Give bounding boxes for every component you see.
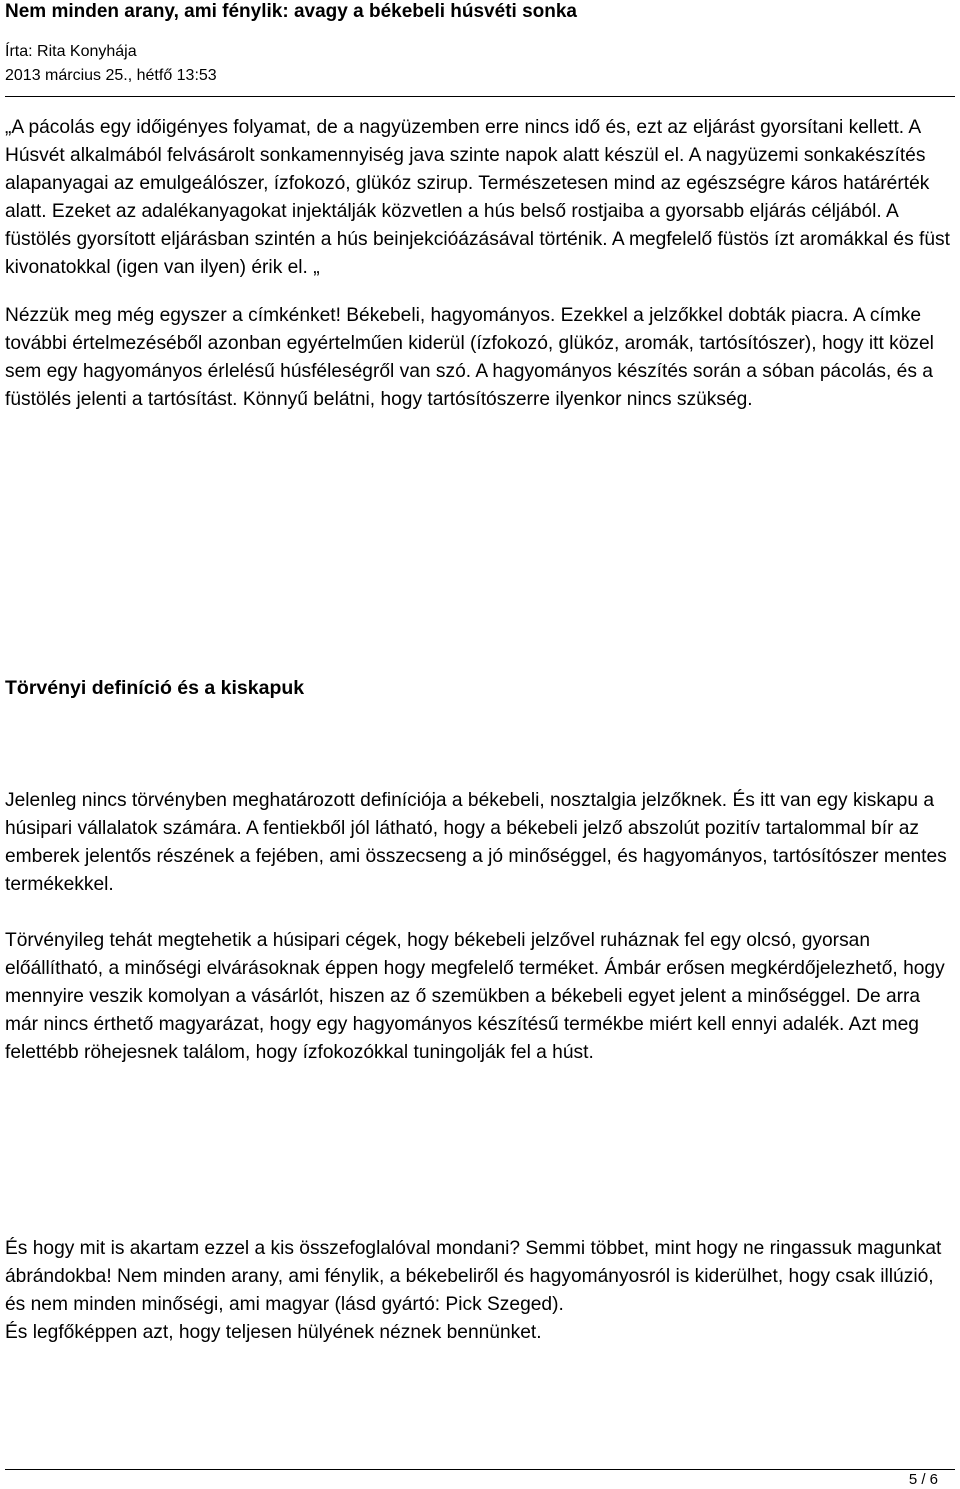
closing-paragraph-1: És hogy mit is akartam ezzel a kis összefoglalóval mondani? Semmi többet, mint hogy ne ringassuk magunkat ábrándokba! Nem minden arany, ami fénylik, a békebeliről és hagyományosról is kiderülhet, hogy csak illúzió, és nem minden minőségi, ami magyar (lásd gyártó: Pick Szeged). bbox=[5, 1238, 942, 1315]
header-divider bbox=[5, 96, 955, 97]
intro-paragraph-label: Nézzük meg még egyszer a címkénket! Békebeli, hagyományos. Ezekkel a jelzőkkel dobták piacra. A címke további értelmezéséből azonban egyértelműen kiderül (ízfokozó, glükóz, aromák, tartósítószer), hogy itt közel sem egy hagyományos érlelésű húsféleségről van szó. A hagyományos készítés során a sóban pácolás, és a füstölés jelenti a tartósítást. Könnyű belátni, hogy tartósítószerre ilyenkor nincs szükség. bbox=[5, 305, 934, 410]
article-date: 2013 március 25., hétfő 13:53 bbox=[5, 67, 217, 84]
document-header bbox=[5, 0, 955, 88]
closing-paragraph-2: És legfőképpen azt, hogy teljesen hülyének néznek bennünket. bbox=[5, 1322, 542, 1343]
article-title: Nem minden arany, ami fénylik: avagy a békebeli húsvéti sonka bbox=[5, 1, 577, 22]
article-author: Írta: Rita Konyhája bbox=[5, 43, 137, 60]
intro-paragraph-quote: „A pácolás egy időigényes folyamat, de a nagyüzemben erre nincs idő és, ezt az eljárást gyorsítani kellett. A Húsvét alkalmából felvásárolt sonkamennyiség java szinte napok alatt készül el. A nagyüzemi sonkakészítés alapanyagai az emulgeálószer, ízfokozó, glükóz szirup. Természetesen mind az egészségre káros határérték alatt. Ezeket az adalékanyagokat injektálják közvetlen a hús belső rostjaiba a gyorsabb eljárás céljából. A füstölés gyorsított eljárásban szintén a hús beinjekcióázásával történik. A megfelelő füstös ízt aromákkal és füst kivonatokkal (igen van ilyen) érik el. „ bbox=[5, 117, 950, 278]
intro-section bbox=[5, 114, 955, 414]
footer-divider bbox=[5, 1469, 955, 1470]
page-number: 5 / 6 bbox=[908, 1471, 938, 1488]
section-heading: Törvényi definíció és a kiskapuk bbox=[5, 677, 305, 699]
legal-paragraph-1: Jelenleg nincs törvényben meghatározott definíciója a békebeli, nosztalgia jelzőknek. És itt van egy kiskapu a húsipari vállalatok számára. A fentiekből jól látható, hogy a békebeli jelző abszolút pozitív tartalommal bír az emberek jelentős részének a fejében, ami összecseng a jó minőséggel, és hagyományos, tartósítószer mentes termékekkel. bbox=[5, 790, 947, 895]
legal-section bbox=[5, 787, 955, 1067]
closing-section bbox=[5, 1235, 955, 1347]
legal-paragraph-2: Törvényileg tehát megtehetik a húsipari cégek, hogy békebeli jelzővel ruháznak fel egy olcsó, gyorsan előállítható, a minőségi elvárásoknak éppen hogy megfelelő terméket. Ámbár erősen megkérdőjelezhető, hogy mennyire veszik komolyan a vásárlót, hiszen az ő szemükben a békebeli egyet jelent a minőséggel. De arra már nincs érthető magyarázat, hogy egy hagyományos készítésű termékbe miért kell ennyi adalék. Azt meg felettébb röhejesnek találom, hogy ízfokozókkal tuningolják fel a húst. bbox=[5, 930, 945, 1063]
